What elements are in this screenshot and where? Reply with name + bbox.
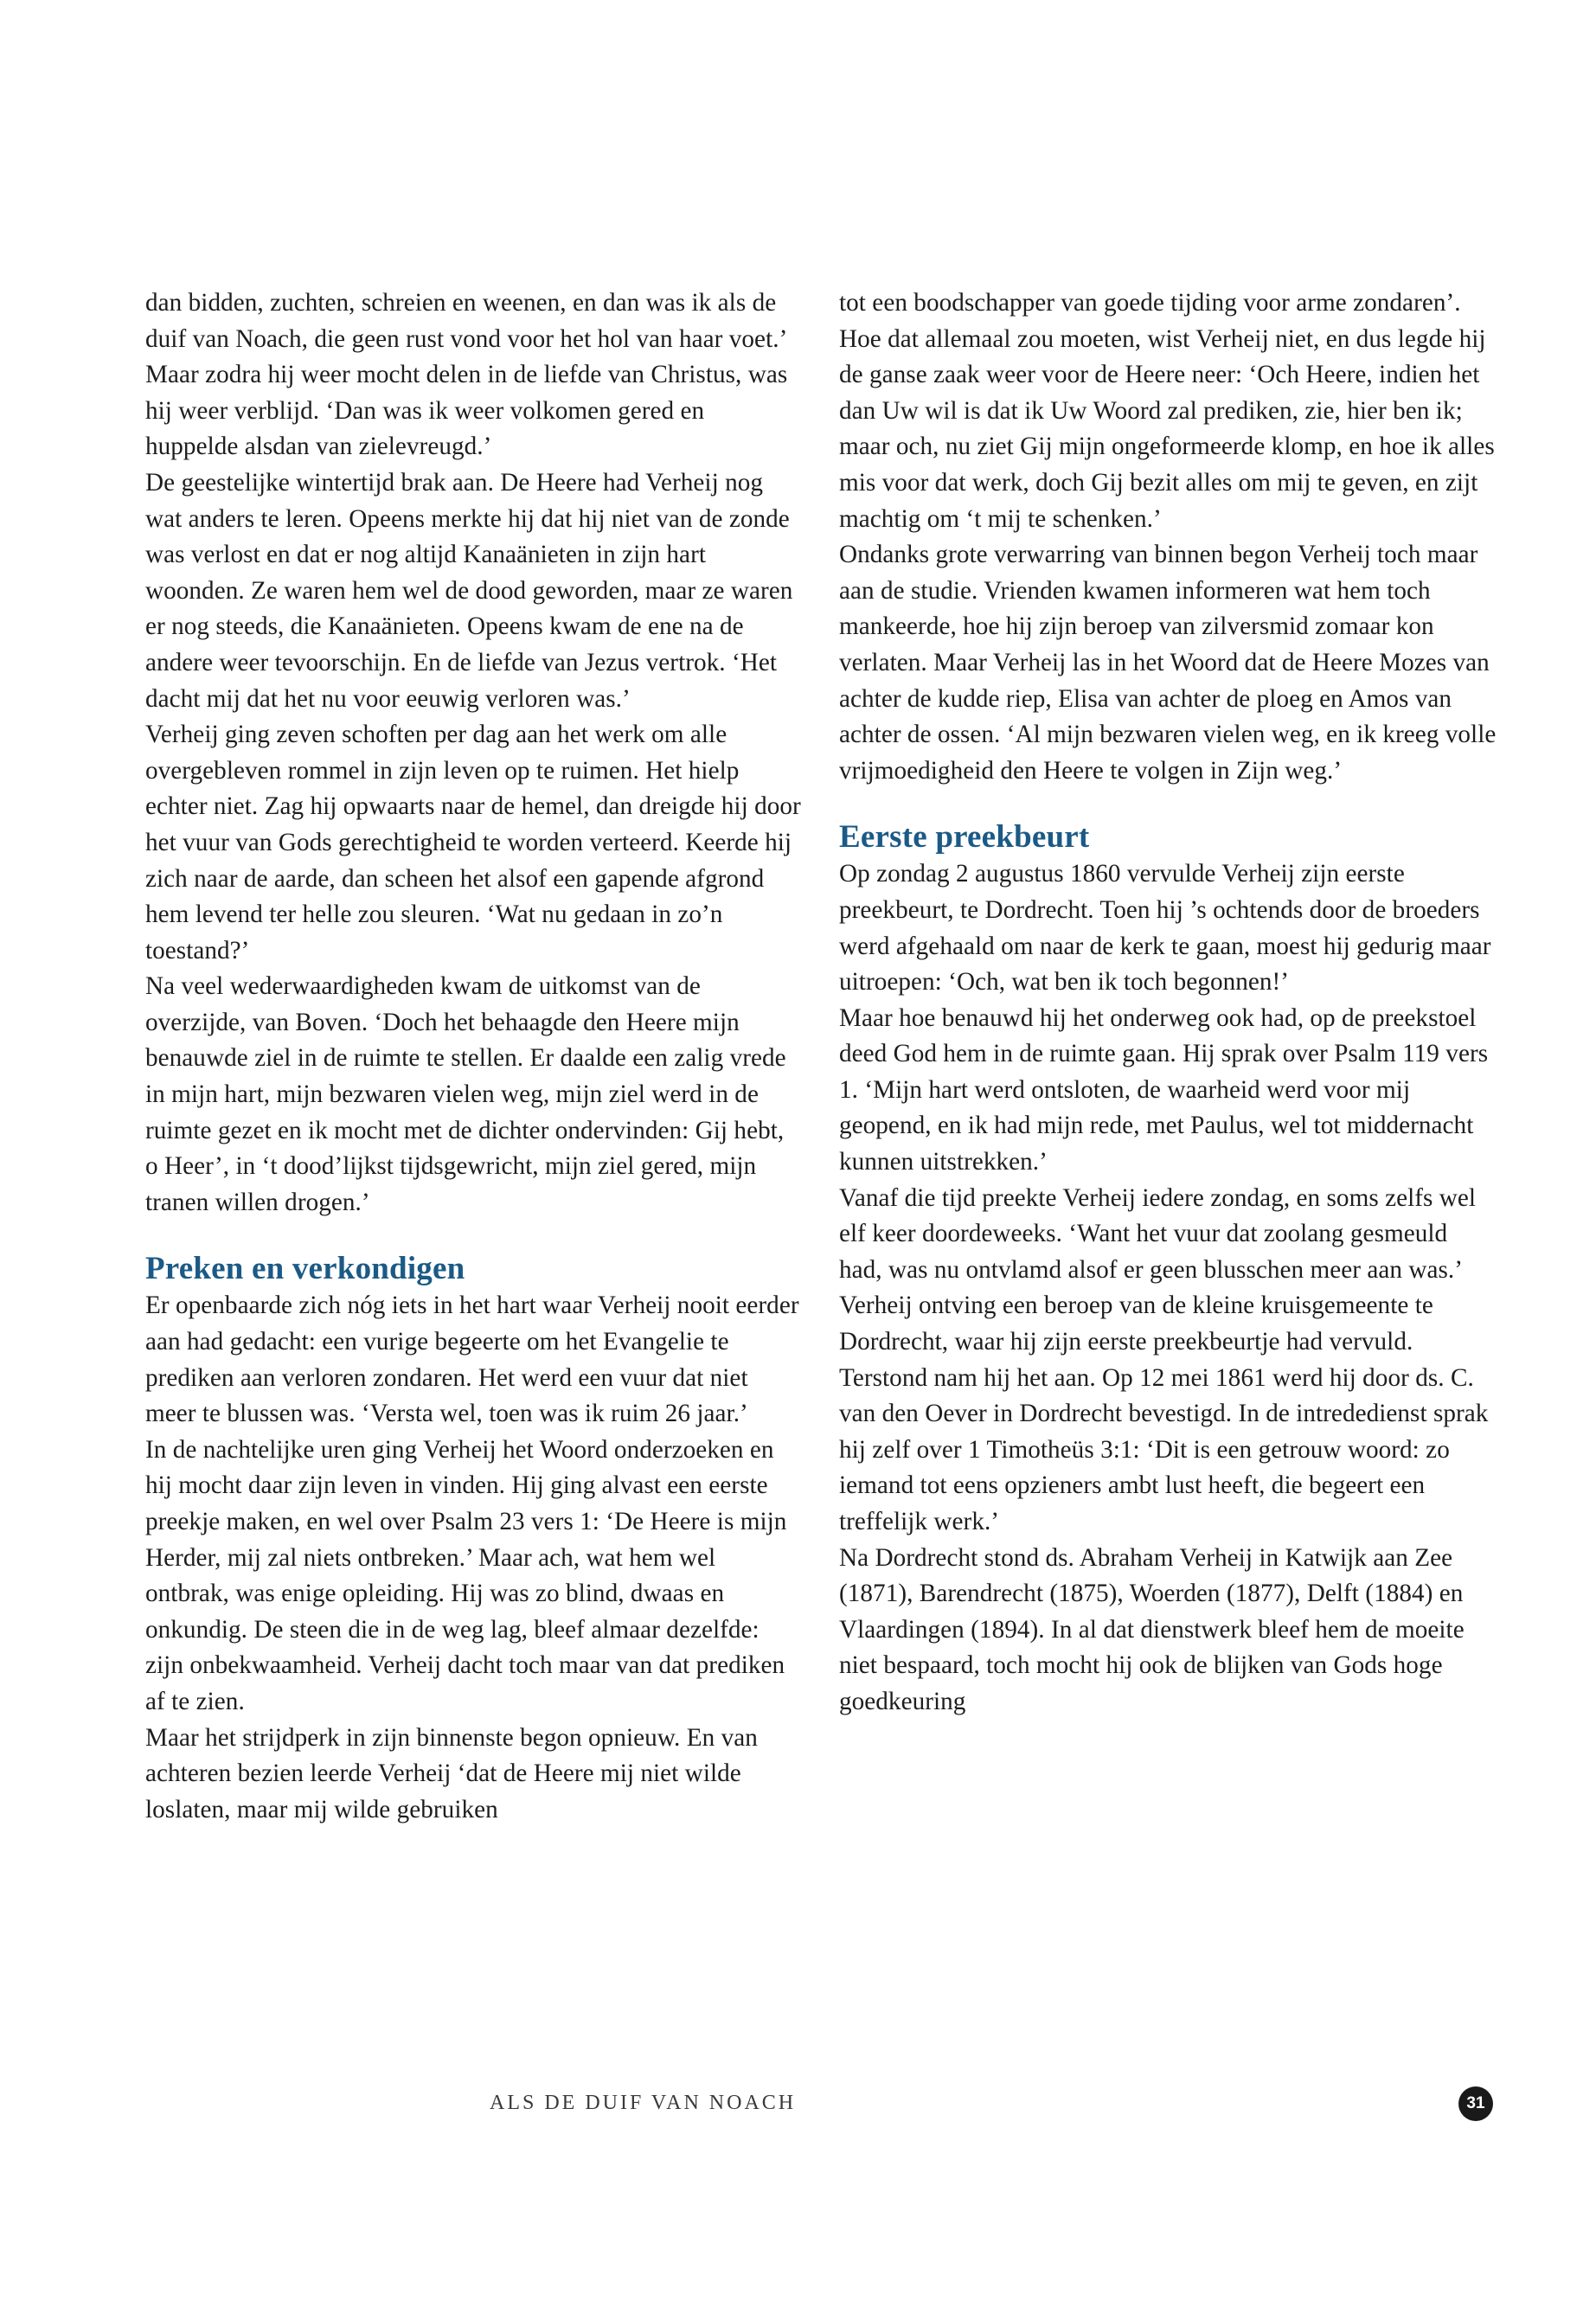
body-paragraph: Verheij ging zeven schoften per dag aan het werk om alle overgebleven rommel in zijn leven op te ruimen. Het hielp echter niet. Zag hij opwaarts naar de hemel, dan dreigde hij door het vuur van Gods gerechtigheid te worden verteerd. Keerde hij zich naar de aarde, dan scheen het alsof een gapende afgrond hem levend ter helle zou sleuren. ‘Wat nu gedaan in zo’n toestand?’ [145, 721, 801, 965]
body-paragraph: dan bidden, zuchten, schreien en weenen, en dan was ik als de duif van Noach, die geen rust vond voor het hol van haar voet.’ Maar zodra hij weer mocht delen in de liefde van Christus, was hij weer verblijd. ‘Dan was ik weer volkomen gered en huppelde alsdan van zielevreugd.’ [145, 289, 788, 461]
body-paragraph: Er openbaarde zich nóg iets in het hart waar Verheij nooit eerder aan had gedacht: een vurige begeerte om het Evangelie te prediken aan verloren zondaren. Het werd een vuur dat niet meer te blussen was. ‘Versta wel, toen was ik ruim 26 jaar.’ [145, 1292, 799, 1428]
running-title: ALS DE DUIF VAN NOACH [490, 2092, 797, 2114]
page-number-badge: 31 [1458, 2086, 1493, 2121]
body-paragraph: Hoe dat allemaal zou moeten, wist Verheij niet, en dus legde hij de ganse zaak weer voor de Heere neer: ‘Och Heere, indien het dan Uw wil is dat ik Uw Woord zal prediken, zie, hier ben ik; maar och, nu ziet Gij mijn ongeformeerde klomp, en hoe ik alles mis voor dat werk, doch Gij bezit alles om mij te geven, en zijt machtig om ‘t mij te schenken.’ [839, 324, 1495, 533]
body-paragraph: tot een boodschapper van goede tijding voor arme zondaren’. [839, 289, 1461, 317]
body-paragraph: Vanaf die tijd preekte Verheij iedere zondag, en soms zelfs wel elf keer doordeweeks. ‘Want het vuur dat zoolang gesmeuld had, was nu ontvlamd alsof er geen blusschen meer aan was.’ [839, 1183, 1477, 1284]
section-heading-eerste-preekbeurt: Eerste preekbeurt [839, 819, 1090, 856]
body-paragraph: De geestelijke wintertijd brak aan. De Heere had Verheij nog wat anders te leren. Opeens merkte hij dat hij niet van de zonde was verlost en dat er nog altijd Kanaänieten in zijn hart woonden. Ze waren hem wel de dood geworden, maar ze waren er nog steeds, die Kanaänieten. Opeens kwam de ene na de andere weer tevoorschijn. En de liefde van Jezus vertrok. ‘Het dacht mij dat het nu voor eeuwig verloren was.’ [145, 468, 793, 713]
body-paragraph: Op zondag 2 augustus 1860 vervulde Verheij zijn eerste preekbeurt, te Dordrecht. Toen hij ’s ochtends door de broeders werd afgehaald om naar de kerk te gaan, moest hij gedurig maar uitroepen: ‘Och, wat ben ik toch begonnen!’ [839, 860, 1491, 997]
body-paragraph: Maar hoe benauwd hij het onderweg ook had, op de preekstoel deed God hem in de ruimte gaan. Hij sprak over Psalm 119 vers 1. ‘Mijn hart werd ontsloten, de waarheid werd voor mij geopend, en ik had mijn rede, met Paulus, wel tot middernacht kunnen uitstrekken.’ [839, 1003, 1489, 1176]
section-heading-preken: Preken en verkondigen [145, 1251, 465, 1287]
body-paragraph: In de nachtelijke uren ging Verheij het Woord onderzoeken en hij mocht daar zijn leven in vinden. Hij ging alvast een eerste preekje maken, en wel over Psalm 23 vers 1: ‘De Heere is mijn Herder, mij zal niets ontbreken.’ Maar ach, wat hem wel ontbrak, was enige opleiding. Hij was zo blind, dwaas en onkundig. De steen die in de weg lag, bleef almaar dezelfde: zijn onbekwaamheid. Verheij dacht toch maar van dat prediken af te zien. [145, 1435, 787, 1715]
body-paragraph: Verheij ontving een beroep van de kleine kruisgemeente te Dordrecht, waar hij zijn eerste preekbeurtje had vervuld. Terstond nam hij het aan. Op 12 mei 1861 werd hij door ds. C. van den Oever in Dordrecht bevestigd. In de intrededienst sprak hij zelf over 1 Timotheüs 3:1: ‘Dit is een getrouw woord: zo iemand tot eens opzieners ambt lust heeft, die begeert een treffelijk werk.’ [839, 1292, 1489, 1535]
left-column [145, 285, 803, 1828]
right-column [839, 285, 1497, 1721]
body-paragraph: Ondanks grote verwarring van binnen begon Verheij toch maar aan de studie. Vrienden kwamen informeren wat hem toch mankeerde, hoe hij zijn beroep van zilversmid zomaar kon verlaten. Maar Verheij las in het Woord dat de Heere Mozes van achter de kudde riep, Elisa van achter de ploeg en Amos van achter de ossen. ‘Al mijn bezwaren vielen weg, en ik kreeg volle vrijmoedigheid den Heere te volgen in Zijn weg.’ [839, 541, 1497, 785]
body-paragraph: Na Dordrecht stond ds. Abraham Verheij in Katwijk aan Zee (1871), Barendrecht (1875), Woerden (1877), Delft (1884) en Vlaardingen (1894). In al dat dienstwerk bleef hem de moeite niet bespaard, toch mocht hij ook de blijken van Gods hoge goedkeuring [839, 1543, 1465, 1715]
body-paragraph: Na veel wederwaardigheden kwam de uitkomst van de overzijde, van Boven. ‘Doch het behaagde den Heere mijn benauwde ziel in de ruimte te stellen. Er daalde een zalig vrede in mijn hart, mijn bezwaren vielen weg, mijn ziel werd in de ruimte gezet en ik mocht met de dichter ondervinden: Gij hebt, o Heer’, in ‘t dood’lijkst tijdsgewricht, mijn ziel gered, mijn tranen willen drogen.’ [145, 972, 786, 1216]
body-paragraph: Maar het strijdperk in zijn binnenste begon opnieuw. En van achteren bezien leerde Verheij ‘dat de Heere mij niet wilde loslaten, maar mij wilde gebruiken [145, 1723, 758, 1823]
